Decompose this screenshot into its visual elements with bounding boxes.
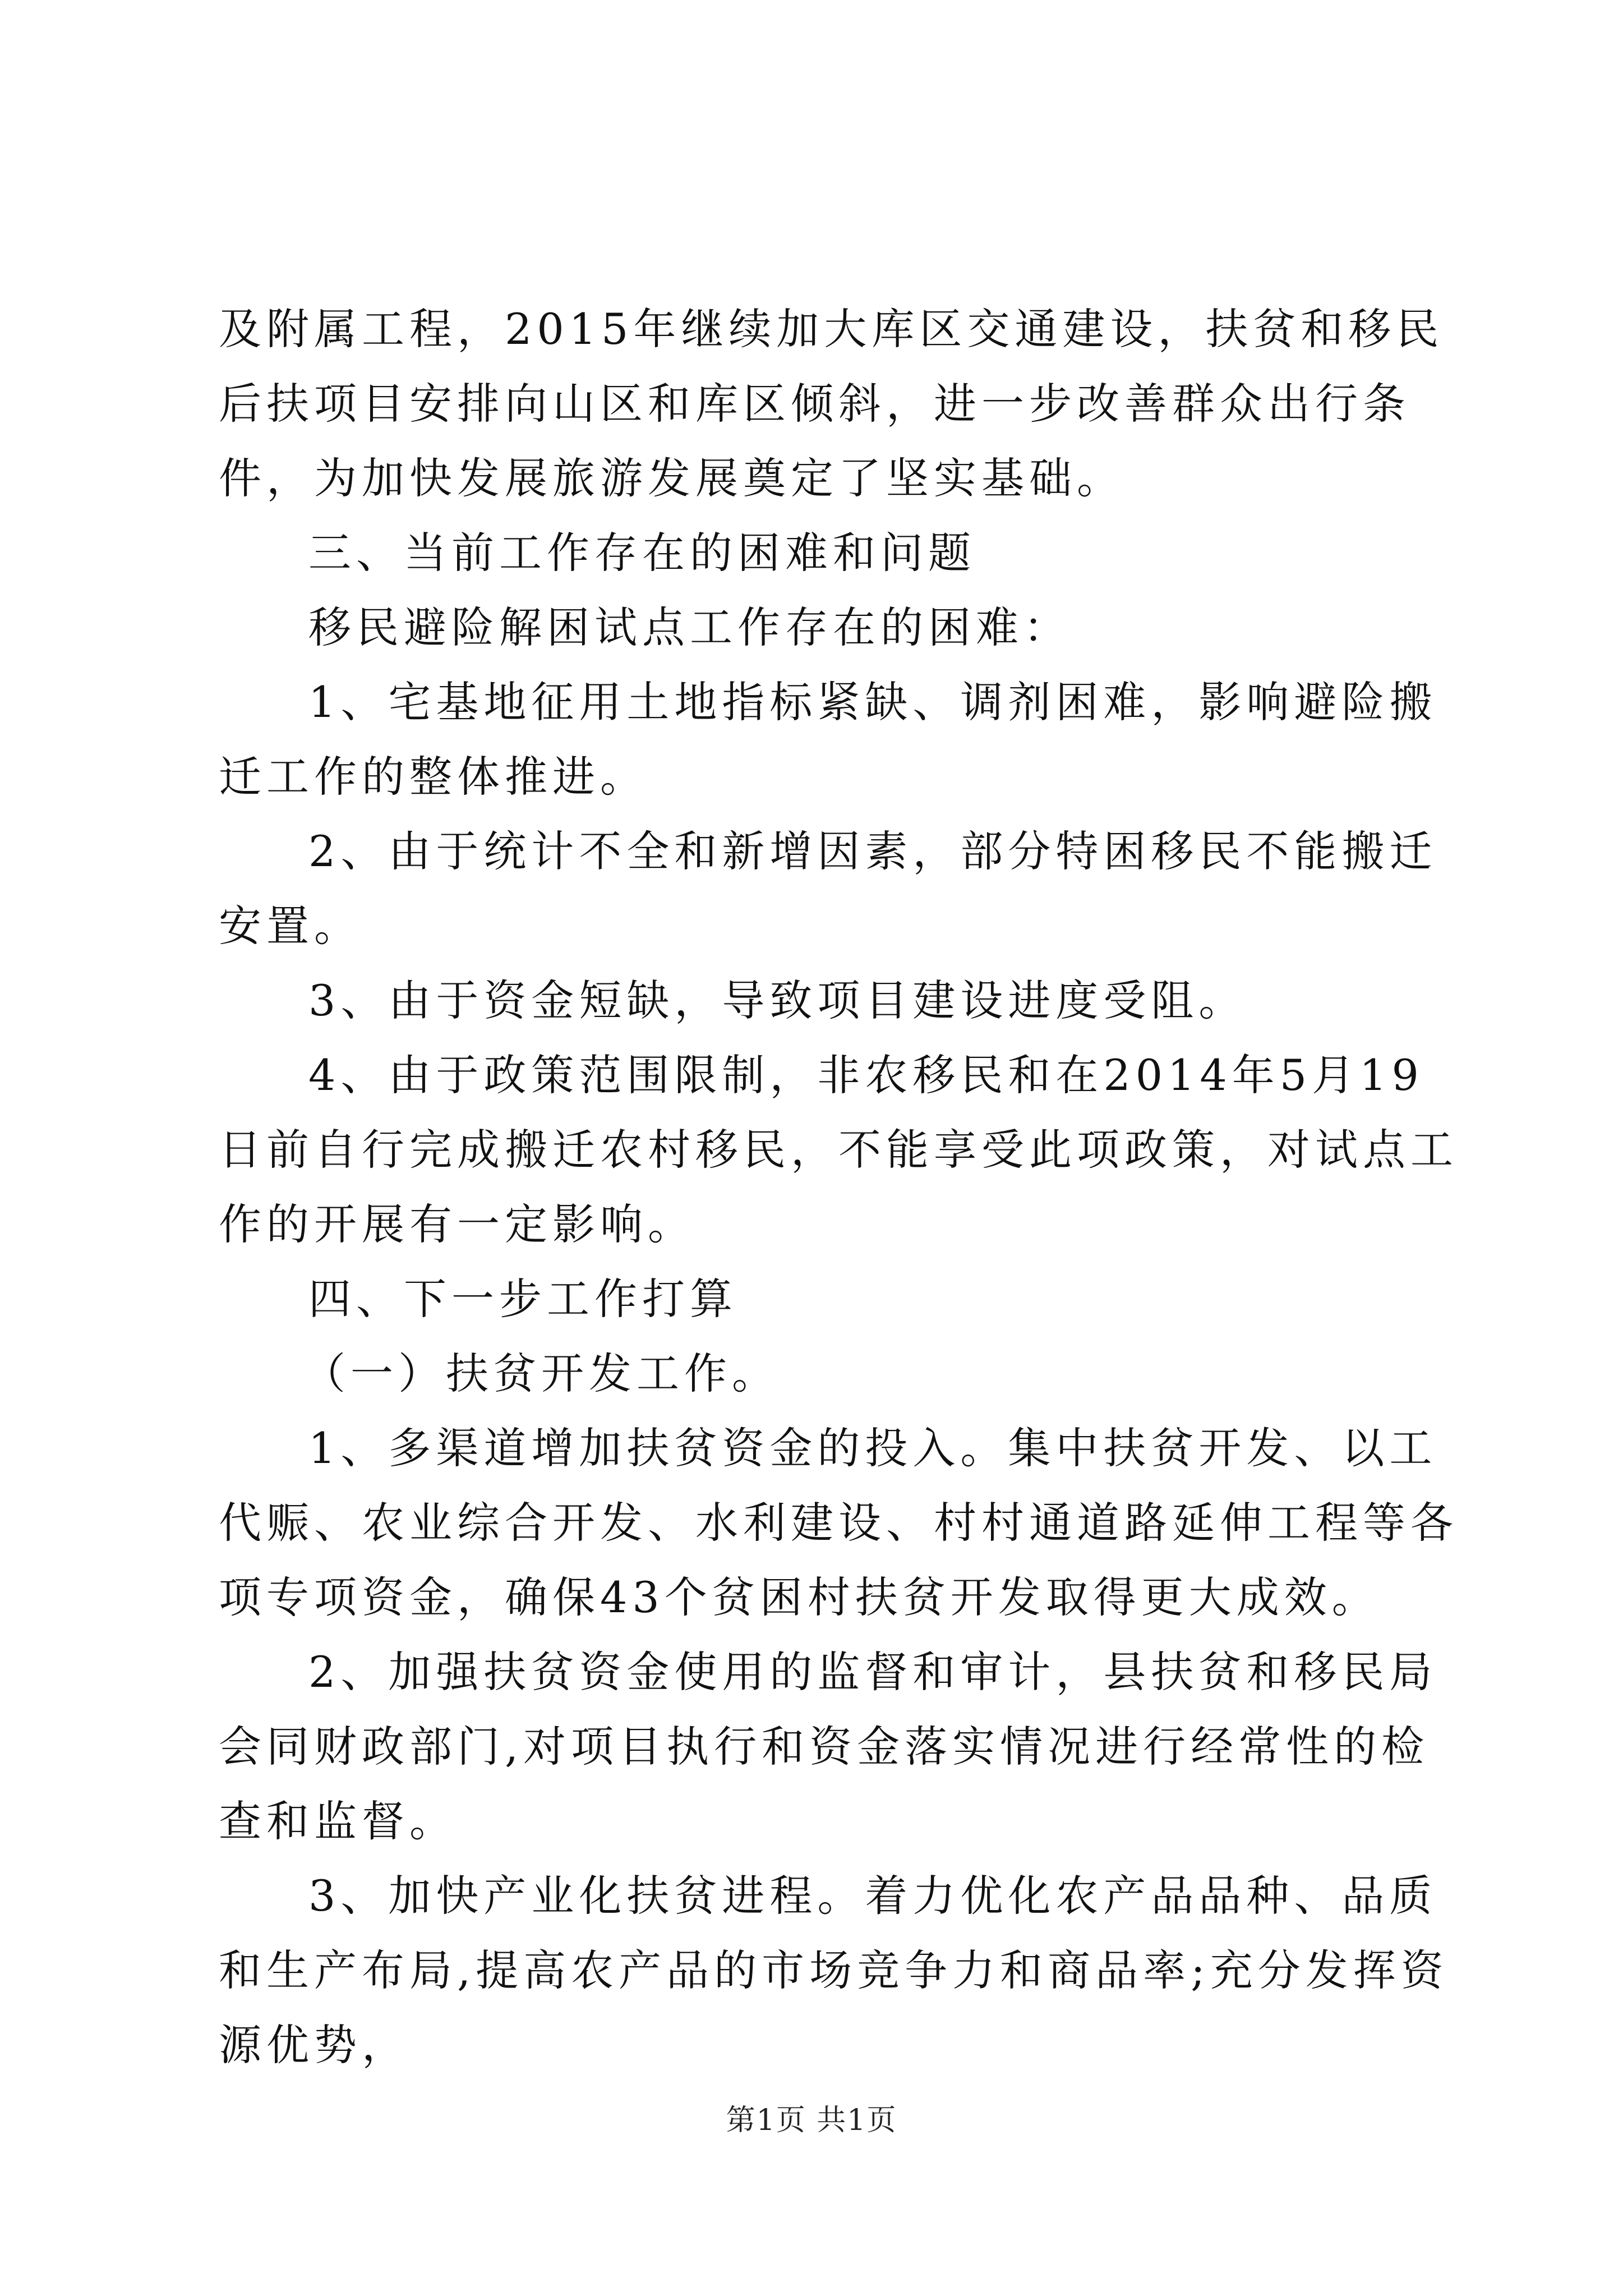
list-item-difficulty-4: 4、由于政策范围限制，非农移民和在2014年5月19日前自行完成搬迁农村移民，不能享受此项政策，对试点工作的开展有一定影响。 bbox=[219, 1050, 1458, 1249]
page-footer: 第1页 共1页 bbox=[726, 2104, 897, 2137]
list-item-plan-1: 1、多渠道增加扶贫资金的投入。集中扶贫开发、以工代赈、农业综合开发、水利建设、村村通道路延伸工程等各项专项资金，确保43个贫困村扶贫开发取得更大成效。 bbox=[219, 1423, 1458, 1622]
subsection-heading-poverty-alleviation: （一）扶贫开发工作。 bbox=[303, 1349, 780, 1398]
list-item-difficulty-1: 1、宅基地征用土地指标紧缺、调剂困难，影响避险搬迁工作的整体推进。 bbox=[219, 677, 1437, 802]
list-item-difficulty-2: 2、由于统计不全和新增因素，部分特困移民不能搬迁安置。 bbox=[219, 826, 1437, 951]
list-item-difficulty-3: 3、由于资金短缺，导致项目建设进度受阻。 bbox=[308, 976, 1247, 1025]
document-body bbox=[219, 292, 1458, 2082]
paragraph-continuation: 及附属工程，2015年继续加大库区交通建设，扶贫和移民后扶项目安排向山区和库区倾斜，进一步改善群众出行条件，为加快发展旅游发展奠定了坚实基础。 bbox=[219, 304, 1444, 503]
list-item-plan-3: 3、加快产业化扶贫进程。着力优化农产品品种、品质和生产布局,提高农产品的市场竞争力和商品率;充分发挥资源优势， bbox=[219, 1871, 1449, 2070]
section-heading-difficulties: 三、当前工作存在的困难和问题 bbox=[308, 528, 976, 578]
list-item-plan-2: 2、加强扶贫资金使用的监督和审计，县扶贫和移民局会同财政部门,对项目执行和资金落实情况进行经常性的检查和监督。 bbox=[219, 1647, 1437, 1846]
paragraph-pilot-difficulties: 移民避险解困试点工作存在的困难： bbox=[308, 602, 1071, 652]
section-heading-next-steps: 四、下一步工作打算 bbox=[308, 1274, 737, 1324]
